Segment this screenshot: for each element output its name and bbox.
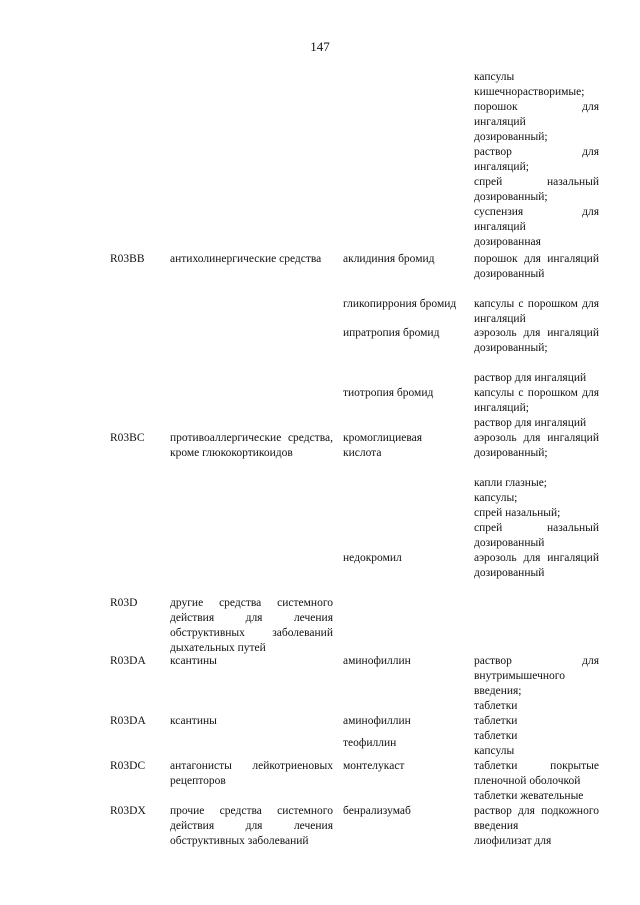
dosage-form: порошок для ингаляций дозированный	[474, 253, 599, 280]
dosage-form: капсулы;	[474, 492, 518, 504]
drug-name: кромоглициевая кислота	[343, 432, 423, 459]
dosage-form: спрей назальный дозированный	[474, 522, 599, 549]
form-line: дозированный;	[474, 131, 548, 143]
atc-group: антихолинергические средства	[170, 253, 322, 265]
drug-name: аминофиллин	[343, 655, 411, 667]
dosage-form: раствор для ингаляций	[474, 372, 587, 384]
atc-code: R03BB	[110, 253, 145, 265]
atc-code: R03DC	[110, 760, 146, 772]
atc-code: R03DA	[110, 655, 146, 667]
dosage-form: раствор для подкожного введения	[474, 805, 599, 832]
dosage-form: раствор для внутримышечного введения;	[474, 655, 599, 697]
atc-group: ксантины	[170, 715, 217, 727]
atc-group: ксантины	[170, 655, 217, 667]
dosage-form: таблетки	[474, 730, 518, 742]
dosage-form: капсулы	[474, 745, 515, 757]
form-line: ингаляций;	[474, 161, 529, 173]
dosage-form: лиофилизат для	[474, 835, 552, 847]
drug-name: недокромил	[343, 552, 402, 564]
dosage-form: капли глазные;	[474, 477, 547, 489]
dosage-form: таблетки жевательные	[474, 790, 584, 802]
dosage-form: аэрозоль для ингаляций дозированный	[474, 552, 599, 579]
dosage-form: капсулы с порошком для ингаляций;	[474, 387, 599, 414]
drug-name: монтелукаст	[343, 760, 405, 772]
atc-code: R03DX	[110, 805, 146, 817]
form-line: ингаляций	[474, 116, 526, 128]
dosage-form: спрей назальный;	[474, 507, 561, 519]
atc-code: R03BC	[110, 432, 145, 444]
drug-name: аклидиния бромид	[343, 253, 435, 265]
form-line: раствор для	[474, 146, 599, 158]
atc-code: R03DA	[110, 715, 146, 727]
atc-group: прочие средства системного действия для лечения обструктивных заболеваний	[170, 805, 333, 847]
dosage-form: капсулы с порошком для ингаляций	[474, 298, 599, 325]
dosage-form: раствор для ингаляций	[474, 417, 587, 429]
atc-group: антагонисты лейкотриеновых рецепторов	[170, 760, 333, 787]
drug-name: аминофиллин	[343, 715, 411, 727]
continuation-forms	[474, 70, 599, 250]
dosage-form: таблетки	[474, 700, 518, 712]
drug-name: тиотропия бромид	[343, 387, 434, 399]
dosage-form: таблетки покрытые пленочной оболочкой	[474, 760, 599, 787]
dosage-form: аэрозоль для ингаляций дозированный;	[474, 327, 599, 354]
drug-name: теофиллин	[343, 737, 397, 749]
page-number: 147	[310, 39, 330, 54]
form-line: дозированная	[474, 236, 541, 248]
form-line: суспензия для	[474, 206, 599, 218]
form-line: порошок для	[474, 101, 599, 113]
form-line: ингаляций	[474, 221, 526, 233]
form-line: кишечнорастворимые;	[474, 86, 585, 98]
atc-code: R03D	[110, 597, 138, 609]
dosage-form: аэрозоль для ингаляций дозированный;	[474, 432, 599, 459]
drug-name: гликопиррония бромид	[343, 298, 457, 310]
dosage-form: таблетки	[474, 715, 518, 727]
form-line: спрей назальный	[474, 176, 599, 188]
drug-name: ипратропия бромид	[343, 327, 440, 339]
drug-name: бенрализумаб	[343, 805, 411, 817]
atc-group: противоаллергические средства, кроме глюкокортикоидов	[170, 432, 333, 459]
form-line: капсулы	[474, 71, 515, 83]
atc-group: другие средства системного действия для лечения обструктивных заболеваний дыхательных путей	[170, 597, 333, 654]
form-line: дозированный;	[474, 191, 548, 203]
